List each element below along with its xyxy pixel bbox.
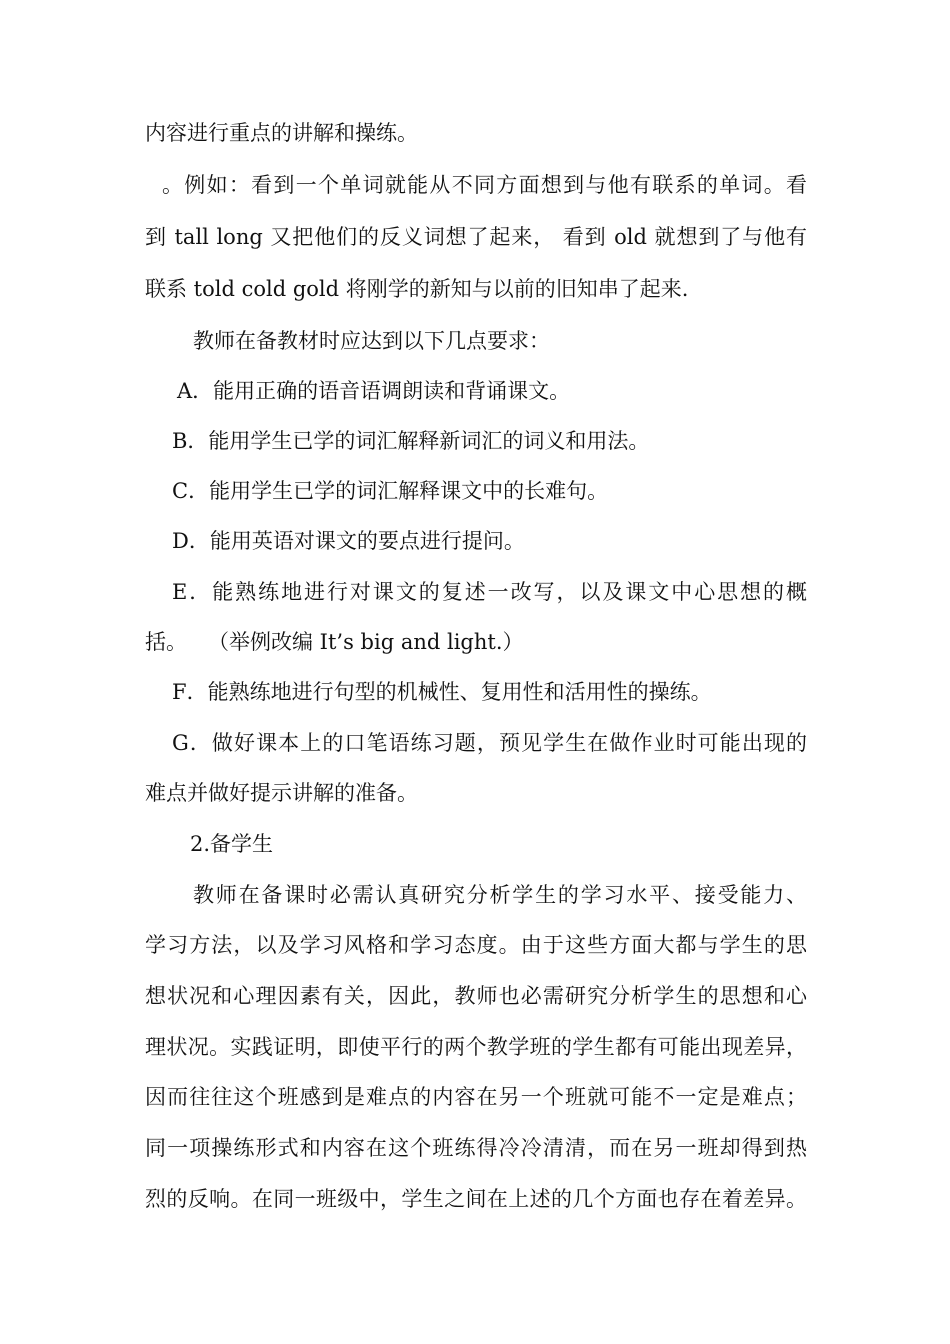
section-heading: 2.备学生 — [190, 832, 274, 856]
paragraph-line-4: 联系 told cold gold 将刚学的新知与以前的旧知串了起来. — [145, 277, 689, 301]
requirement-c: C．能用学生已学的词汇解释课文中的长难句。 — [172, 479, 609, 503]
requirement-b: B．能用学生已学的词汇解释新词汇的词义和用法。 — [172, 429, 650, 453]
requirement-g-continued: 难点并做好提示讲解的准备。 — [145, 781, 418, 805]
paragraph-line-1: 内容进行重点的讲解和操练。 — [145, 121, 418, 145]
requirements-intro: 教师在备教材时应达到以下几点要求： — [193, 329, 550, 353]
section-paragraph-line-4: 理状况。实践证明，即使平行的两个教学班的学生都有可能出现差异， — [145, 1035, 807, 1059]
requirement-f: F．能熟练地进行句型的机械性、复用性和活用性的操练。 — [172, 680, 712, 704]
requirement-e-continued: 括。 （举例改编 It’s big and light.） — [145, 630, 524, 654]
section-paragraph-line-2: 学习方法，以及学习风格和学习态度。由于这些方面大都与学生的思 — [145, 933, 807, 957]
requirement-a: A．能用正确的语音语调朗读和背诵课文。 — [177, 379, 571, 403]
requirement-g: G．做好课本上的口笔语练习题，预见学生在做作业时可能出现的 — [172, 731, 807, 755]
section-paragraph-line-1: 教师在备课时必需认真研究分析学生的学习水平、接受能力、 — [193, 883, 807, 907]
requirement-d: D．能用英语对课文的要点进行提问。 — [172, 529, 525, 553]
section-paragraph-line-6: 同一项操练形式和内容在这个班练得冷冷清清，而在另一班却得到热 — [145, 1136, 807, 1160]
requirement-e: E．能熟练地进行对课文的复述一改写，以及课文中心思想的概 — [172, 580, 807, 604]
section-paragraph-line-7: 烈的反响。在同一班级中，学生之间在上述的几个方面也存在着差异。 — [145, 1187, 807, 1211]
paragraph-line-3: 到 tall long 又把他们的反义词想了起来， 看到 old 就想到了与他有 — [145, 225, 807, 249]
section-paragraph-line-5: 因而往往这个班感到是难点的内容在另一个班就可能不一定是难点； — [145, 1085, 807, 1109]
section-paragraph-line-3: 想状况和心理因素有关，因此，教师也必需研究分析学生的思想和心 — [145, 984, 807, 1008]
paragraph-line-2: 。例如：看到一个单词就能从不同方面想到与他有联系的单词。看 — [162, 173, 807, 197]
